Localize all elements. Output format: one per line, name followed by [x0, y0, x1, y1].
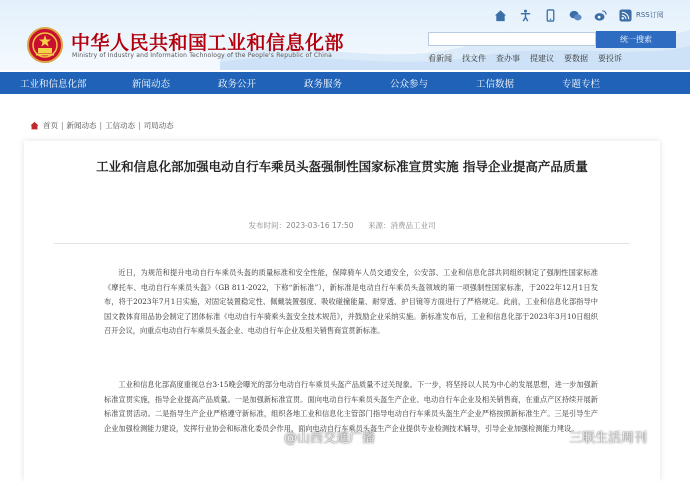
weibo-icon[interactable]: [594, 9, 607, 22]
nav-item-services[interactable]: 政务服务: [303, 79, 342, 90]
rss-label[interactable]: RSS订阅: [636, 11, 664, 19]
site-subtitle: Ministry of Industry and Information Technology of the People's Republic of China: [72, 52, 332, 59]
nav-item-participation[interactable]: 公众参与: [389, 79, 428, 90]
breadcrumb-home-icon: [30, 121, 39, 130]
nav-item-disclosure[interactable]: 政务公开: [217, 79, 256, 90]
unified-search-button[interactable]: 统一搜索: [596, 31, 676, 48]
breadcrumb-department-news[interactable]: 司局动态: [143, 121, 174, 130]
national-emblem-icon: [27, 27, 63, 63]
site-title[interactable]: 中华人民共和国工业和信息化部: [71, 32, 345, 54]
article-paragraph: 工业和信息化部高度重视总台3·15晚会曝光的部分电动自行车乘员头盔产品质量不过关现象。下一步，将坚持以人民为中心的发展思想，进一步加强新标准宣贯实施，指导企业提高产品质量。一是加强新标准宣贯。面向电动自行车乘员头盔生产企业、电动自行车企业及相关销售商，在重点产区持续开展新标准宣贯活动。二是指导生产企业严格遵守新标准，组织各地工业和信息化主管部门指导电动自行车乘员头盔生产企业严格按照新标准生产。三是引导生产企业加强检测能力建设，发挥行业协会和标准化委员会作用，面向电动自行车乘员头盔生产企业提供专业检测技术辅导，引导企业加强检测能力建设。: [104, 380, 598, 433]
weibo-watermark-icon: [260, 429, 280, 445]
quick-link-services[interactable]: 查办事: [496, 54, 520, 63]
top-icon-bar: [494, 8, 664, 22]
search-input[interactable]: [428, 32, 596, 46]
nav-item-news[interactable]: 新闻动态: [131, 79, 170, 90]
breadcrumb-separator: |: [99, 121, 103, 130]
title-divider: [54, 243, 630, 244]
site-header: [0, 0, 690, 70]
home-icon[interactable]: [494, 9, 507, 22]
watermark-magazine: [545, 427, 647, 446]
nav-item-topics[interactable]: 专题专栏: [561, 79, 600, 90]
article-meta: [24, 220, 660, 231]
quick-link-data[interactable]: 要数据: [564, 54, 588, 63]
wechat-icon[interactable]: [569, 9, 582, 22]
breadcrumb-home[interactable]: 首页: [43, 121, 58, 130]
breadcrumb-news[interactable]: 新闻动态: [66, 121, 97, 130]
mobile-icon[interactable]: [544, 9, 557, 22]
quick-link-news[interactable]: 看新闻: [428, 54, 452, 63]
main-nav: [0, 72, 690, 94]
weibo-watermark-icon: [545, 429, 565, 445]
breadcrumb-separator: |: [61, 121, 64, 130]
watermark-magazine-text: 三联生活周刊: [569, 431, 648, 446]
rss-icon[interactable]: [619, 9, 632, 22]
article-paragraph: 近日，为规范和提升电动自行车乘员头盔的质量标准和安全性能，保障骑车人员交通安全，公安部、工业和信息化部共同组织制定了强制性国家标准《摩托车、电动自行车乘员头盔》（GB 811-2022，下称“新标准”），新标准是电动自行车乘员头盔领域的第一项强制性国家标准，于2022年12月1日发布，将于2023年7月1日实施，对固定装置稳定性、佩戴装置强度、吸收碰撞能量、耐穿透、护目镜等方面进行了严格规定。此前，工业和信息化部指导中国文教体育用品协会制定了团体标准《电动自行车骑乘头盔安全技术规范》，并鼓励企业采纳实施。新标准发布后，工业和信息化部于2023年3月10日组织召开会议，向重点电动自行车乘员头盔企业、电动自行车企业及相关销售商宣贯新标准。: [104, 268, 598, 336]
quick-link-complaint[interactable]: 要投诉: [598, 54, 622, 63]
nav-item-data[interactable]: 工信数据: [475, 79, 514, 90]
breadcrumb-ministry-news[interactable]: 工信动态: [105, 121, 136, 130]
article-title: 工业和信息化部加强电动自行车乘员头盔强制性国家标准宣贯实施 指导企业提高产品质量: [96, 159, 588, 174]
watermark-radio: [260, 427, 375, 446]
breadcrumb-separator: |: [138, 121, 141, 130]
quick-link-files[interactable]: 找文件: [462, 54, 486, 63]
article-source: 来源：消费品工业司: [367, 221, 436, 230]
nav-item-ministry[interactable]: 工业和信息化部: [20, 79, 87, 90]
quick-links: [428, 53, 622, 64]
breadcrumb: [30, 120, 174, 131]
quick-link-suggest[interactable]: 提建议: [530, 54, 554, 63]
accessibility-icon[interactable]: [519, 9, 532, 22]
watermark-radio-text: @山西交通广播: [284, 431, 376, 446]
publish-time: 发布时间：2023-03-16 17:50: [248, 221, 354, 230]
